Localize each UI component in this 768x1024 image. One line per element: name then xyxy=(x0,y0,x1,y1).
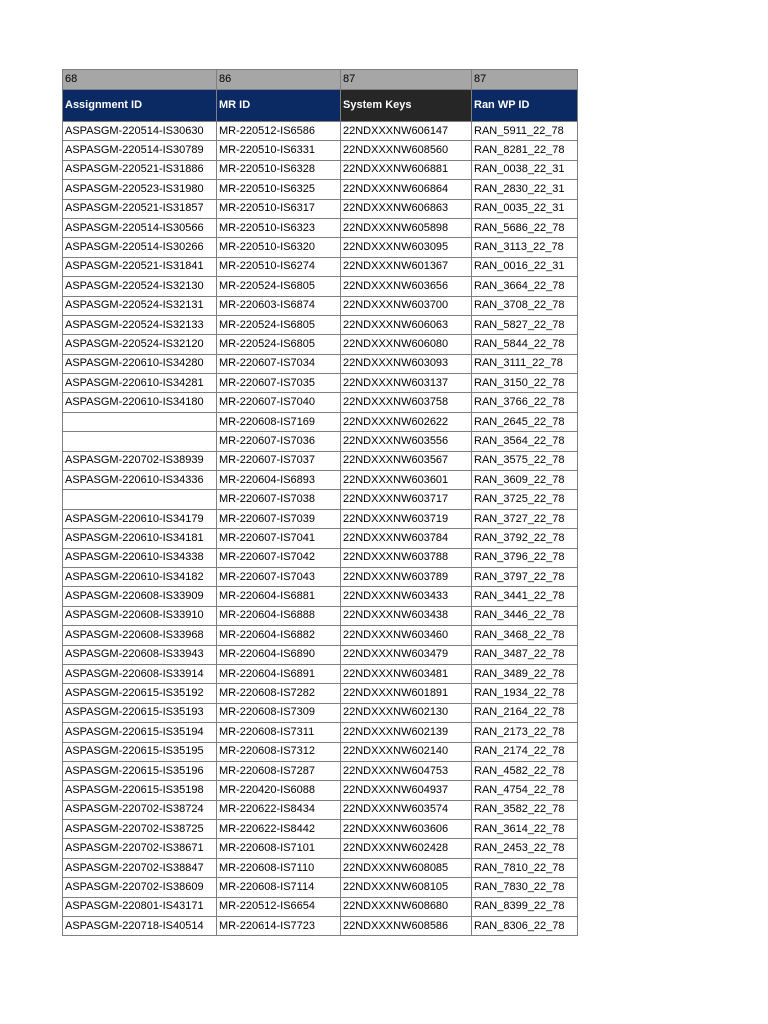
cell-ran-wp-id[interactable]: RAN_2174_22_78 xyxy=(472,742,578,761)
cell-ran-wp-id[interactable]: RAN_3582_22_78 xyxy=(472,800,578,819)
table-row xyxy=(63,451,578,470)
cell-ran-wp-id[interactable]: RAN_5844_22_78 xyxy=(472,335,578,354)
cell-assignment-id[interactable]: ASPASGM-220610-IS34179 xyxy=(63,509,217,528)
cell-assignment-id[interactable]: ASPASGM-220610-IS34181 xyxy=(63,529,217,548)
table-row xyxy=(63,839,578,858)
cell-ran-wp-id[interactable]: RAN_3487_22_78 xyxy=(472,645,578,664)
cell-system-keys[interactable]: 22NDXXXNW606863 xyxy=(341,199,472,218)
cell-assignment-id[interactable]: ASPASGM-220514-IS30266 xyxy=(63,238,217,257)
table-row xyxy=(63,645,578,664)
cell-mr-id[interactable]: MR-220614-IS7723 xyxy=(217,917,341,936)
table-row xyxy=(63,684,578,703)
cell-system-keys[interactable]: 22NDXXXNW608085 xyxy=(341,858,472,877)
cell-mr-id[interactable]: MR-220608-IS7282 xyxy=(217,684,341,703)
cell-ran-wp-id[interactable]: RAN_7830_22_78 xyxy=(472,878,578,897)
table-row xyxy=(63,374,578,393)
cell-ran-wp-id[interactable]: RAN_3792_22_78 xyxy=(472,529,578,548)
cell-mr-id[interactable]: MR-220622-IS8434 xyxy=(217,800,341,819)
cell-mr-id[interactable]: MR-220604-IS6882 xyxy=(217,626,341,645)
cell-system-keys[interactable]: 22NDXXXNW606864 xyxy=(341,180,472,199)
cell-system-keys[interactable]: 22NDXXXNW603574 xyxy=(341,800,472,819)
cell-system-keys[interactable]: 22NDXXXNW603460 xyxy=(341,626,472,645)
cell-assignment-id[interactable]: ASPASGM-220608-IS33968 xyxy=(63,626,217,645)
table-row xyxy=(63,471,578,490)
table-row xyxy=(63,296,578,315)
table-row xyxy=(63,218,578,237)
cell-system-keys[interactable]: 22NDXXXNW603656 xyxy=(341,277,472,296)
cell-ran-wp-id[interactable]: RAN_3150_22_78 xyxy=(472,374,578,393)
cell-assignment-id[interactable] xyxy=(63,490,217,509)
cell-system-keys[interactable]: 22NDXXXNW603481 xyxy=(341,664,472,683)
cell-system-keys[interactable]: 22NDXXXNW603700 xyxy=(341,296,472,315)
cell-mr-id[interactable]: MR-220512-IS6654 xyxy=(217,897,341,916)
cell-system-keys[interactable]: 22NDXXXNW603789 xyxy=(341,567,472,586)
cell-mr-id[interactable]: MR-220604-IS6890 xyxy=(217,645,341,664)
cell-mr-id[interactable]: MR-220510-IS6328 xyxy=(217,160,341,179)
cell-ran-wp-id[interactable]: RAN_3564_22_78 xyxy=(472,432,578,451)
header-system-keys[interactable]: System Keys xyxy=(341,90,472,122)
cell-mr-id[interactable]: MR-220603-IS6874 xyxy=(217,296,341,315)
cell-ran-wp-id[interactable]: RAN_3727_22_78 xyxy=(472,509,578,528)
table-row xyxy=(63,858,578,877)
cell-assignment-id[interactable]: ASPASGM-220523-IS31980 xyxy=(63,180,217,199)
table-row xyxy=(63,781,578,800)
cell-mr-id[interactable]: MR-220607-IS7040 xyxy=(217,393,341,412)
cell-ran-wp-id[interactable]: RAN_2164_22_78 xyxy=(472,703,578,722)
cell-assignment-id[interactable]: ASPASGM-220610-IS34180 xyxy=(63,393,217,412)
cell-mr-id[interactable]: MR-220607-IS7036 xyxy=(217,432,341,451)
cell-ran-wp-id[interactable]: RAN_3796_22_78 xyxy=(472,548,578,567)
cell-assignment-id[interactable]: ASPASGM-220610-IS34338 xyxy=(63,548,217,567)
table-row xyxy=(63,723,578,742)
cell-mr-id[interactable]: MR-220607-IS7037 xyxy=(217,451,341,470)
cell-mr-id[interactable]: MR-220510-IS6317 xyxy=(217,199,341,218)
cell-system-keys[interactable]: 22NDXXXNW606080 xyxy=(341,335,472,354)
cell-ran-wp-id[interactable]: RAN_3725_22_78 xyxy=(472,490,578,509)
cell-assignment-id[interactable]: ASPASGM-220702-IS38724 xyxy=(63,800,217,819)
cell-system-keys[interactable]: 22NDXXXNW602139 xyxy=(341,723,472,742)
cell-ran-wp-id[interactable]: RAN_3664_22_78 xyxy=(472,277,578,296)
cell-system-keys[interactable]: 22NDXXXNW604753 xyxy=(341,761,472,780)
table-row xyxy=(63,354,578,373)
cell-mr-id[interactable]: MR-220607-IS7034 xyxy=(217,354,341,373)
cell-mr-id[interactable]: MR-220608-IS7101 xyxy=(217,839,341,858)
cell-assignment-id[interactable]: ASPASGM-220608-IS33943 xyxy=(63,645,217,664)
cell-ran-wp-id[interactable]: RAN_5911_22_78 xyxy=(472,122,578,141)
cell-ran-wp-id[interactable]: RAN_3614_22_78 xyxy=(472,820,578,839)
table-row xyxy=(63,238,578,257)
cell-assignment-id[interactable]: ASPASGM-220702-IS38609 xyxy=(63,878,217,897)
cell-assignment-id[interactable]: ASPASGM-220608-IS33914 xyxy=(63,664,217,683)
cell-assignment-id[interactable]: ASPASGM-220524-IS32131 xyxy=(63,296,217,315)
header-row xyxy=(63,90,578,122)
cell-assignment-id[interactable]: ASPASGM-220610-IS34182 xyxy=(63,567,217,586)
cell-mr-id[interactable]: MR-220607-IS7039 xyxy=(217,509,341,528)
cell-mr-id[interactable]: MR-220524-IS6805 xyxy=(217,315,341,334)
cell-system-keys[interactable]: 22NDXXXNW606063 xyxy=(341,315,472,334)
table-row xyxy=(63,257,578,276)
cell-assignment-id[interactable]: ASPASGM-220702-IS38939 xyxy=(63,451,217,470)
cell-system-keys[interactable]: 22NDXXXNW603137 xyxy=(341,374,472,393)
cell-ran-wp-id[interactable]: RAN_8399_22_78 xyxy=(472,897,578,916)
cell-mr-id[interactable]: MR-220608-IS7309 xyxy=(217,703,341,722)
cell-ran-wp-id[interactable]: RAN_0035_22_31 xyxy=(472,199,578,218)
cell-ran-wp-id[interactable]: RAN_8281_22_78 xyxy=(472,141,578,160)
cell-mr-id[interactable]: MR-220608-IS7169 xyxy=(217,412,341,431)
cell-ran-wp-id[interactable]: RAN_2453_22_78 xyxy=(472,839,578,858)
table-row xyxy=(63,761,578,780)
table-row xyxy=(63,820,578,839)
cell-ran-wp-id[interactable]: RAN_5686_22_78 xyxy=(472,218,578,237)
spreadsheet-body xyxy=(63,70,578,936)
cell-system-keys[interactable]: 22NDXXXNW603433 xyxy=(341,587,472,606)
cell-assignment-id[interactable]: ASPASGM-220615-IS35192 xyxy=(63,684,217,703)
table-row xyxy=(63,529,578,548)
table-row xyxy=(63,548,578,567)
cell-mr-id[interactable]: MR-220512-IS6586 xyxy=(217,122,341,141)
cell-system-keys[interactable]: 22NDXXXNW602140 xyxy=(341,742,472,761)
cell-system-keys[interactable]: 22NDXXXNW603601 xyxy=(341,471,472,490)
cell-assignment-id[interactable]: ASPASGM-220521-IS31841 xyxy=(63,257,217,276)
table-row xyxy=(63,587,578,606)
table-row xyxy=(63,878,578,897)
cell-assignment-id[interactable]: ASPASGM-220524-IS32130 xyxy=(63,277,217,296)
count-cell-system-keys[interactable]: 87 xyxy=(341,70,472,90)
cell-assignment-id[interactable]: ASPASGM-220610-IS34281 xyxy=(63,374,217,393)
cell-system-keys[interactable]: 22NDXXXNW602622 xyxy=(341,412,472,431)
cell-mr-id[interactable]: MR-220607-IS7035 xyxy=(217,374,341,393)
cell-assignment-id[interactable]: ASPASGM-220718-IS40514 xyxy=(63,917,217,936)
cell-mr-id[interactable]: MR-220510-IS6331 xyxy=(217,141,341,160)
table-row xyxy=(63,703,578,722)
cell-system-keys[interactable]: 22NDXXXNW608680 xyxy=(341,897,472,916)
cell-ran-wp-id[interactable]: RAN_3708_22_78 xyxy=(472,296,578,315)
cell-mr-id[interactable]: MR-220510-IS6320 xyxy=(217,238,341,257)
count-cell-mr-id[interactable]: 86 xyxy=(217,70,341,90)
cell-ran-wp-id[interactable]: RAN_1934_22_78 xyxy=(472,684,578,703)
cell-ran-wp-id[interactable]: RAN_3489_22_78 xyxy=(472,664,578,683)
cell-system-keys[interactable]: 22NDXXXNW603606 xyxy=(341,820,472,839)
cell-system-keys[interactable]: 22NDXXXNW601891 xyxy=(341,684,472,703)
cell-mr-id[interactable]: MR-220524-IS6805 xyxy=(217,335,341,354)
cell-ran-wp-id[interactable]: RAN_3446_22_78 xyxy=(472,606,578,625)
cell-mr-id[interactable]: MR-220604-IS6888 xyxy=(217,606,341,625)
cell-assignment-id[interactable]: ASPASGM-220702-IS38671 xyxy=(63,839,217,858)
cell-ran-wp-id[interactable]: RAN_3609_22_78 xyxy=(472,471,578,490)
cell-ran-wp-id[interactable]: RAN_2645_22_78 xyxy=(472,412,578,431)
cell-ran-wp-id[interactable]: RAN_3766_22_78 xyxy=(472,393,578,412)
table-row xyxy=(63,122,578,141)
cell-system-keys[interactable]: 22NDXXXNW605898 xyxy=(341,218,472,237)
cell-system-keys[interactable]: 22NDXXXNW602130 xyxy=(341,703,472,722)
cell-mr-id[interactable]: MR-220524-IS6805 xyxy=(217,277,341,296)
cell-assignment-id[interactable]: ASPASGM-220801-IS43171 xyxy=(63,897,217,916)
cell-assignment-id[interactable]: ASPASGM-220615-IS35194 xyxy=(63,723,217,742)
cell-assignment-id[interactable]: ASPASGM-220524-IS32120 xyxy=(63,335,217,354)
cell-assignment-id[interactable]: ASPASGM-220514-IS30630 xyxy=(63,122,217,141)
cell-ran-wp-id[interactable]: RAN_3441_22_78 xyxy=(472,587,578,606)
count-row xyxy=(63,70,578,90)
count-cell-assignment-id[interactable]: 68 xyxy=(63,70,217,90)
cell-ran-wp-id[interactable]: RAN_3111_22_78 xyxy=(472,354,578,373)
cell-mr-id[interactable]: MR-220622-IS8442 xyxy=(217,820,341,839)
cell-ran-wp-id[interactable]: RAN_3468_22_78 xyxy=(472,626,578,645)
cell-mr-id[interactable]: MR-220604-IS6891 xyxy=(217,664,341,683)
cell-system-keys[interactable]: 22NDXXXNW608560 xyxy=(341,141,472,160)
cell-assignment-id[interactable]: ASPASGM-220615-IS35193 xyxy=(63,703,217,722)
header-assignment-id[interactable]: Assignment ID xyxy=(63,90,217,122)
cell-system-keys[interactable]: 22NDXXXNW603788 xyxy=(341,548,472,567)
cell-system-keys[interactable]: 22NDXXXNW603567 xyxy=(341,451,472,470)
cell-system-keys[interactable]: 22NDXXXNW603095 xyxy=(341,238,472,257)
cell-mr-id[interactable]: MR-220608-IS7287 xyxy=(217,761,341,780)
cell-ran-wp-id[interactable]: RAN_0016_22_31 xyxy=(472,257,578,276)
cell-mr-id[interactable]: MR-220510-IS6325 xyxy=(217,180,341,199)
table-row xyxy=(63,277,578,296)
cell-system-keys[interactable]: 22NDXXXNW603719 xyxy=(341,509,472,528)
cell-assignment-id[interactable] xyxy=(63,432,217,451)
table-row xyxy=(63,626,578,645)
cell-assignment-id[interactable]: ASPASGM-220615-IS35195 xyxy=(63,742,217,761)
cell-assignment-id[interactable]: ASPASGM-220608-IS33910 xyxy=(63,606,217,625)
table-row xyxy=(63,509,578,528)
cell-system-keys[interactable]: 22NDXXXNW603717 xyxy=(341,490,472,509)
cell-assignment-id[interactable]: ASPASGM-220514-IS30566 xyxy=(63,218,217,237)
cell-mr-id[interactable]: MR-220510-IS6323 xyxy=(217,218,341,237)
cell-system-keys[interactable]: 22NDXXXNW604937 xyxy=(341,781,472,800)
cell-assignment-id[interactable]: ASPASGM-220514-IS30789 xyxy=(63,141,217,160)
cell-ran-wp-id[interactable]: RAN_4754_22_78 xyxy=(472,781,578,800)
cell-ran-wp-id[interactable]: RAN_3113_22_78 xyxy=(472,238,578,257)
cell-assignment-id[interactable]: ASPASGM-220615-IS35198 xyxy=(63,781,217,800)
cell-ran-wp-id[interactable]: RAN_3797_22_78 xyxy=(472,567,578,586)
table-row xyxy=(63,917,578,936)
cell-assignment-id[interactable]: ASPASGM-220521-IS31857 xyxy=(63,199,217,218)
spreadsheet-table xyxy=(62,69,578,936)
table-row xyxy=(63,335,578,354)
cell-mr-id[interactable]: MR-220607-IS7042 xyxy=(217,548,341,567)
header-mr-id[interactable]: MR ID xyxy=(217,90,341,122)
cell-system-keys[interactable]: 22NDXXXNW606147 xyxy=(341,122,472,141)
cell-mr-id[interactable]: MR-220604-IS6881 xyxy=(217,587,341,606)
cell-ran-wp-id[interactable]: RAN_3575_22_78 xyxy=(472,451,578,470)
cell-mr-id[interactable]: MR-220608-IS7114 xyxy=(217,878,341,897)
cell-system-keys[interactable]: 22NDXXXNW606881 xyxy=(341,160,472,179)
table-row xyxy=(63,393,578,412)
cell-system-keys[interactable]: 22NDXXXNW603479 xyxy=(341,645,472,664)
cell-mr-id[interactable]: MR-220608-IS7312 xyxy=(217,742,341,761)
table-row xyxy=(63,742,578,761)
cell-ran-wp-id[interactable]: RAN_5827_22_78 xyxy=(472,315,578,334)
cell-assignment-id[interactable]: ASPASGM-220615-IS35196 xyxy=(63,761,217,780)
table-row xyxy=(63,315,578,334)
cell-assignment-id[interactable]: ASPASGM-220702-IS38847 xyxy=(63,858,217,877)
cell-assignment-id[interactable]: ASPASGM-220610-IS34280 xyxy=(63,354,217,373)
cell-system-keys[interactable]: 22NDXXXNW603093 xyxy=(341,354,472,373)
cell-ran-wp-id[interactable]: RAN_0038_22_31 xyxy=(472,160,578,179)
table-row xyxy=(63,606,578,625)
cell-mr-id[interactable]: MR-220607-IS7041 xyxy=(217,529,341,548)
table-row xyxy=(63,432,578,451)
cell-system-keys[interactable]: 22NDXXXNW602428 xyxy=(341,839,472,858)
count-cell-ran-wp-id[interactable]: 87 xyxy=(472,70,578,90)
cell-system-keys[interactable]: 22NDXXXNW603438 xyxy=(341,606,472,625)
table-row xyxy=(63,412,578,431)
table-row xyxy=(63,897,578,916)
cell-system-keys[interactable]: 22NDXXXNW603758 xyxy=(341,393,472,412)
cell-ran-wp-id[interactable]: RAN_8306_22_78 xyxy=(472,917,578,936)
cell-ran-wp-id[interactable]: RAN_2173_22_78 xyxy=(472,723,578,742)
table-row xyxy=(63,141,578,160)
cell-assignment-id[interactable]: ASPASGM-220524-IS32133 xyxy=(63,315,217,334)
cell-system-keys[interactable]: 22NDXXXNW603556 xyxy=(341,432,472,451)
table-row xyxy=(63,490,578,509)
table-row xyxy=(63,567,578,586)
cell-system-keys[interactable]: 22NDXXXNW608105 xyxy=(341,878,472,897)
cell-ran-wp-id[interactable]: RAN_4582_22_78 xyxy=(472,761,578,780)
table-row xyxy=(63,180,578,199)
cell-mr-id[interactable]: MR-220608-IS7311 xyxy=(217,723,341,742)
table-row xyxy=(63,199,578,218)
cell-system-keys[interactable]: 22NDXXXNW603784 xyxy=(341,529,472,548)
cell-ran-wp-id[interactable]: RAN_2830_22_31 xyxy=(472,180,578,199)
header-ran-wp-id[interactable]: Ran WP ID xyxy=(472,90,578,122)
cell-system-keys[interactable]: 22NDXXXNW601367 xyxy=(341,257,472,276)
cell-mr-id[interactable]: MR-220608-IS7110 xyxy=(217,858,341,877)
cell-assignment-id[interactable]: ASPASGM-220610-IS34336 xyxy=(63,471,217,490)
cell-mr-id[interactable]: MR-220607-IS7043 xyxy=(217,567,341,586)
cell-mr-id[interactable]: MR-220604-IS6893 xyxy=(217,471,341,490)
cell-assignment-id[interactable]: ASPASGM-220702-IS38725 xyxy=(63,820,217,839)
cell-assignment-id[interactable]: ASPASGM-220608-IS33909 xyxy=(63,587,217,606)
table-row xyxy=(63,160,578,179)
cell-mr-id[interactable]: MR-220607-IS7038 xyxy=(217,490,341,509)
cell-mr-id[interactable]: MR-220420-IS6088 xyxy=(217,781,341,800)
cell-system-keys[interactable]: 22NDXXXNW608586 xyxy=(341,917,472,936)
cell-ran-wp-id[interactable]: RAN_7810_22_78 xyxy=(472,858,578,877)
cell-assignment-id[interactable]: ASPASGM-220521-IS31886 xyxy=(63,160,217,179)
cell-mr-id[interactable]: MR-220510-IS6274 xyxy=(217,257,341,276)
table-row xyxy=(63,664,578,683)
cell-assignment-id[interactable] xyxy=(63,412,217,431)
table-row xyxy=(63,800,578,819)
